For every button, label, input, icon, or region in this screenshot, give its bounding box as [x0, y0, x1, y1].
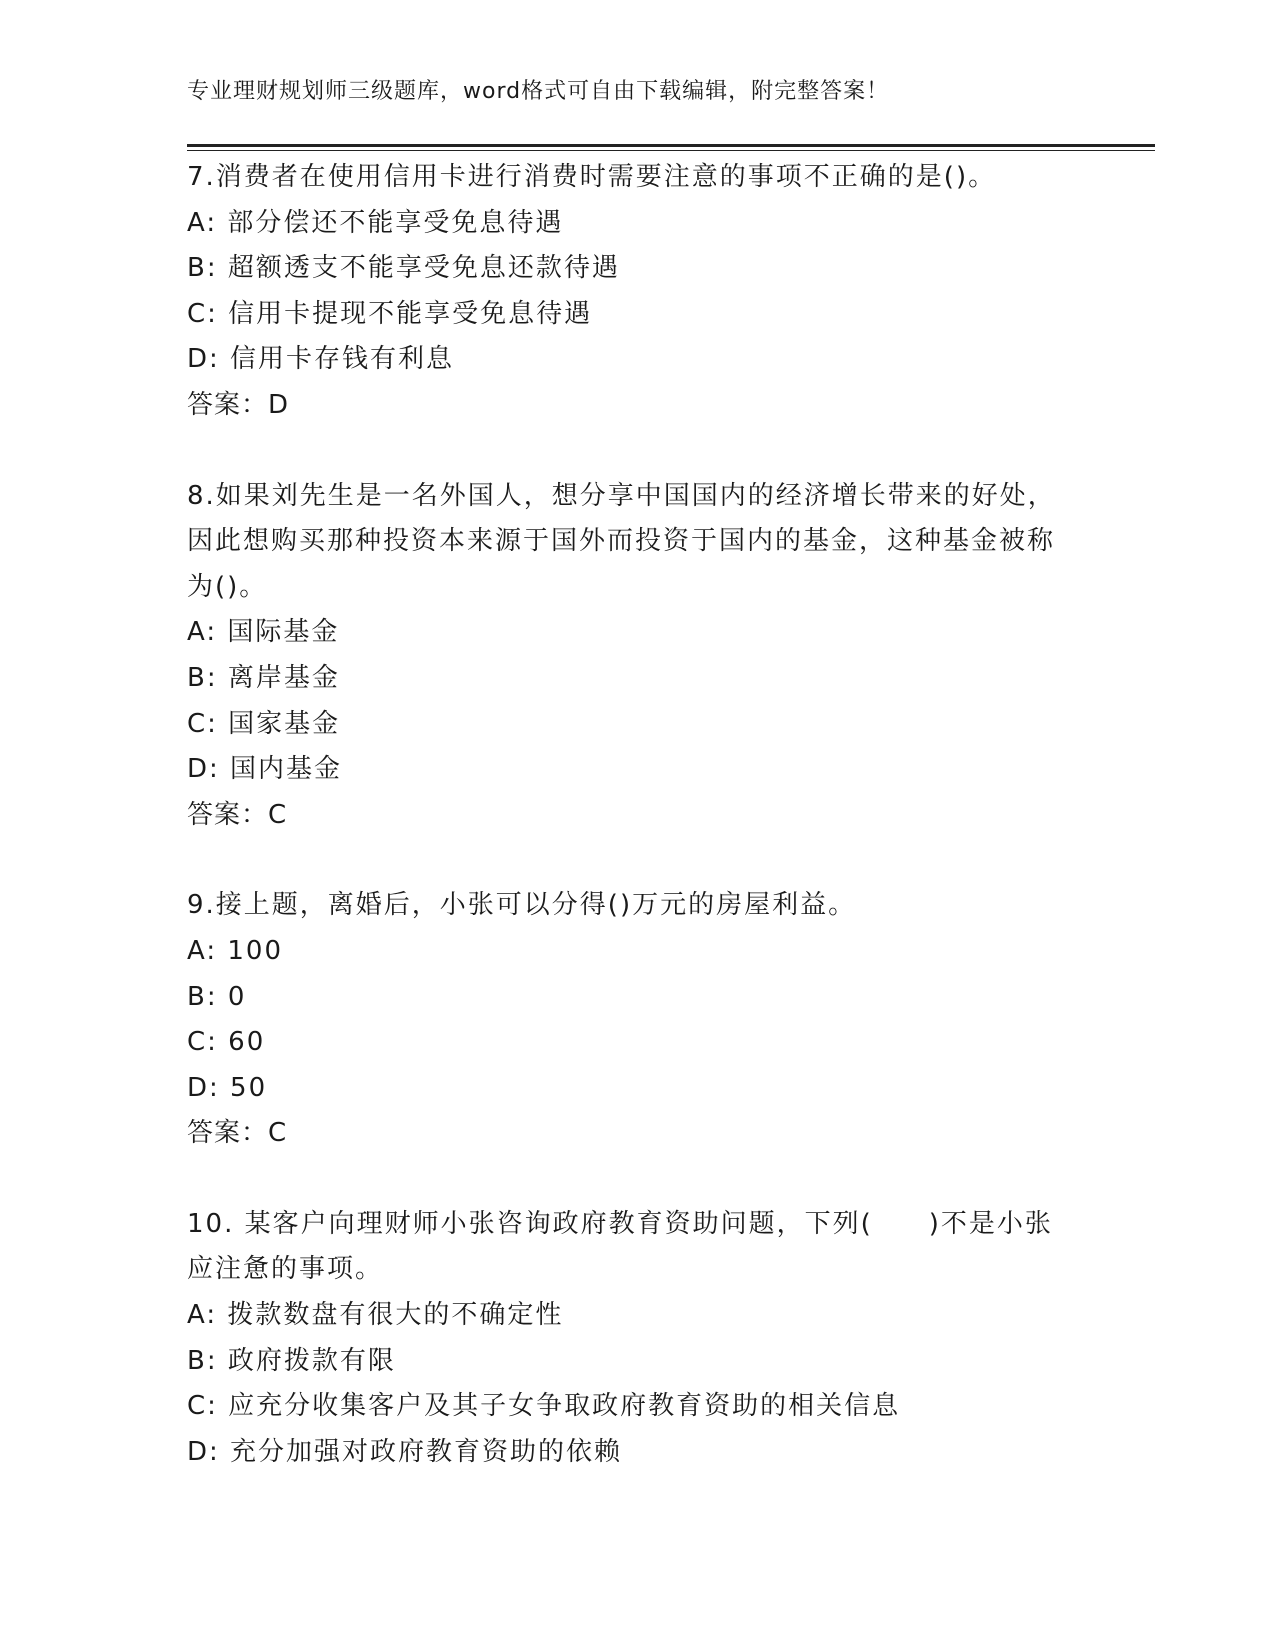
question-7: [187, 155, 1067, 429]
question-8: [187, 474, 1067, 839]
question-9: [187, 883, 1067, 1157]
question-text: 8.如果刘先生是一名外国人，想分享中国国内的经济增长带来的好处，因此想购买那种投资本来源于国外而投资于国内的基金，这种基金被称为()。: [187, 480, 1056, 602]
option-a: A: 部分偿还不能享受免息待遇: [187, 207, 564, 238]
question-text: 7.消费者在使用信用卡进行消费时需要注意的事项不正确的是()。: [187, 162, 997, 192]
option-a: A: 拨款数盘有很大的不确定性: [187, 1300, 564, 1331]
option-d: D: 充分加强对政府教育资助的依赖: [187, 1436, 623, 1467]
option-c: C: 信用卡提现不能享受免息待遇: [187, 298, 593, 329]
option-d: D: 50: [187, 1072, 268, 1103]
answer: 答案：D: [187, 389, 290, 420]
header-rule-thin: [187, 150, 1155, 151]
option-c: C: 60: [187, 1027, 266, 1058]
option-b: B: 政府拨款有限: [187, 1345, 396, 1376]
header-rule-thick: [187, 144, 1155, 147]
question-text: 9.接上题，离婚后，小张可以分得()万元的房屋利益。: [187, 890, 857, 921]
option-b: B: 离岸基金: [187, 662, 340, 693]
answer: 答案：C: [187, 799, 288, 830]
option-d: D: 国内基金: [187, 754, 343, 785]
question-list: [187, 155, 1067, 1475]
option-d: D: 信用卡存钱有利息: [187, 344, 455, 375]
page-header: 专业理财规划师三级题库，word格式可自由下载编辑，附完整答案！: [187, 79, 890, 104]
option-c: C: 应充分收集客户及其子女争取政府教育资助的相关信息: [187, 1391, 901, 1422]
question-text: 10. 某客户向理财师小张咨询政府教育资助问题，下列( )不是小张应注惫的事项。: [187, 1208, 1053, 1285]
option-b: B: 0: [187, 981, 247, 1012]
answer: 答案：C: [187, 1118, 288, 1149]
question-10: [187, 1202, 1067, 1476]
option-c: C: 国家基金: [187, 708, 341, 739]
option-a: A: 国际基金: [187, 617, 340, 648]
option-b: B: 超额透支不能享受免息还款待遇: [187, 253, 620, 284]
option-a: A: 100: [187, 935, 283, 966]
